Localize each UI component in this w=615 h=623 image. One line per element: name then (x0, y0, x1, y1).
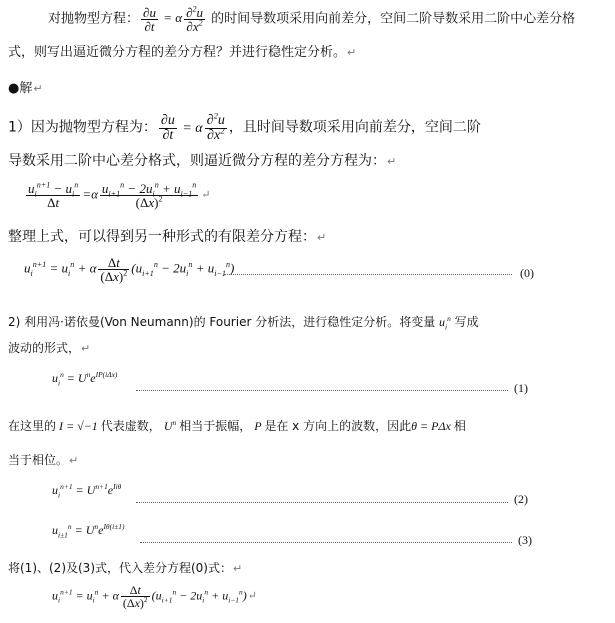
para1-line-2: 导数采用二阶中心差分格式，则逼近微分方程的差分方程为：↵ (8, 153, 397, 169)
equation-2: $u_i^{n+1} = U^{n+1}e^{Ii\theta}$ (52, 482, 122, 500)
equation-difference: $\frac{u_i^{n+1} - u_i^n}{\Delta t}$ =α $\frac{u_{i+1}^n - 2u_i^n + u_{i-1}^n}{(\Delta x)^2}$ ↵ (28, 180, 211, 210)
problem-line-1 (48, 6, 575, 33)
para3-line-2: 当于相位。↵ (8, 453, 79, 467)
para1-line-1: 1）因为抛物型方程为： $\frac{\partial u}{\partial t}$ = α $\frac{\partial^2u}{\partial x^2}$ ，且时间导数项采用向前差分，空间二阶 (8, 110, 481, 143)
problem-lead: 对抛物型方程： (48, 11, 140, 27)
equation-number-1: (1) (514, 381, 528, 395)
problem-line-2: 式，则写出逼近微分方程的差分方程？并进行稳性定分析。↵ (8, 45, 357, 60)
equation-3: $u_{i\pm 1}^n = U^ne^{I\theta(i\pm 1)}$ (52, 522, 125, 540)
equation-substituted: $u_i^{n+1} = u_i^n + \alpha$ $\frac{\Delta t}{(\Delta x)^2}$ ($u_{i+1}^n - 2u_i^n$ + $u_{i-1}^n)↵$ (52, 583, 257, 610)
equation-0: $u_i^{n+1} = u_i^n + \alpha$ $\frac{\Delta t}{(\Delta x)^2}$ $(u_{i+1}^n - 2u_i^n + u_{i-1}^n)$ (24, 255, 235, 284)
equation-pde: $\frac{\partial u}{\partial t}$ = α $\frac{\partial^2u}{\partial x^2}$ (143, 4, 204, 34)
para3-line-1: 在这里的 I = √−1 代表虚数， $U^n$ 相当于振幅， P 是在 x 方向上的波数，因此θ = PΔx 相 (8, 418, 466, 433)
para4-line: 将(1)、(2)及(3)式，代入差分方程(0)式：↵ (8, 561, 243, 575)
equation-1: $u_i^n = U^ne^{IP(i\Delta x)}$ (52, 370, 118, 388)
tidy-line: 整理上式，可以得到另一种形式的有限差分方程：↵ (8, 229, 327, 245)
problem-after-eq: 的时间导数项采用向前差分，空间二阶导数采用二阶中心差分格 (211, 11, 576, 27)
para2-line-1: 2) 利用冯·诺依曼(Von Neumann)的 Fourier 分析法，进行稳性定分析。将变量 $u_i^n$ 写成 (8, 314, 479, 332)
equation-number-3: (3) (518, 533, 532, 547)
equation-number-0: (0) (520, 266, 534, 280)
solution-heading: ●解↵ (8, 81, 43, 96)
leader-dots-2 (136, 502, 508, 503)
equation-pde-2: $\frac{\partial u}{\partial t}$ = α $\frac{\partial^2u}{\partial x^2}$ (160, 110, 225, 143)
para2-line-2: 波动的形式，↵ (8, 341, 91, 355)
leader-dots-0 (224, 274, 512, 275)
leader-dots-1 (136, 390, 508, 391)
bullet-icon: ● (8, 81, 20, 96)
equation-number-2: (2) (514, 492, 528, 506)
leader-dots-3 (140, 542, 512, 543)
